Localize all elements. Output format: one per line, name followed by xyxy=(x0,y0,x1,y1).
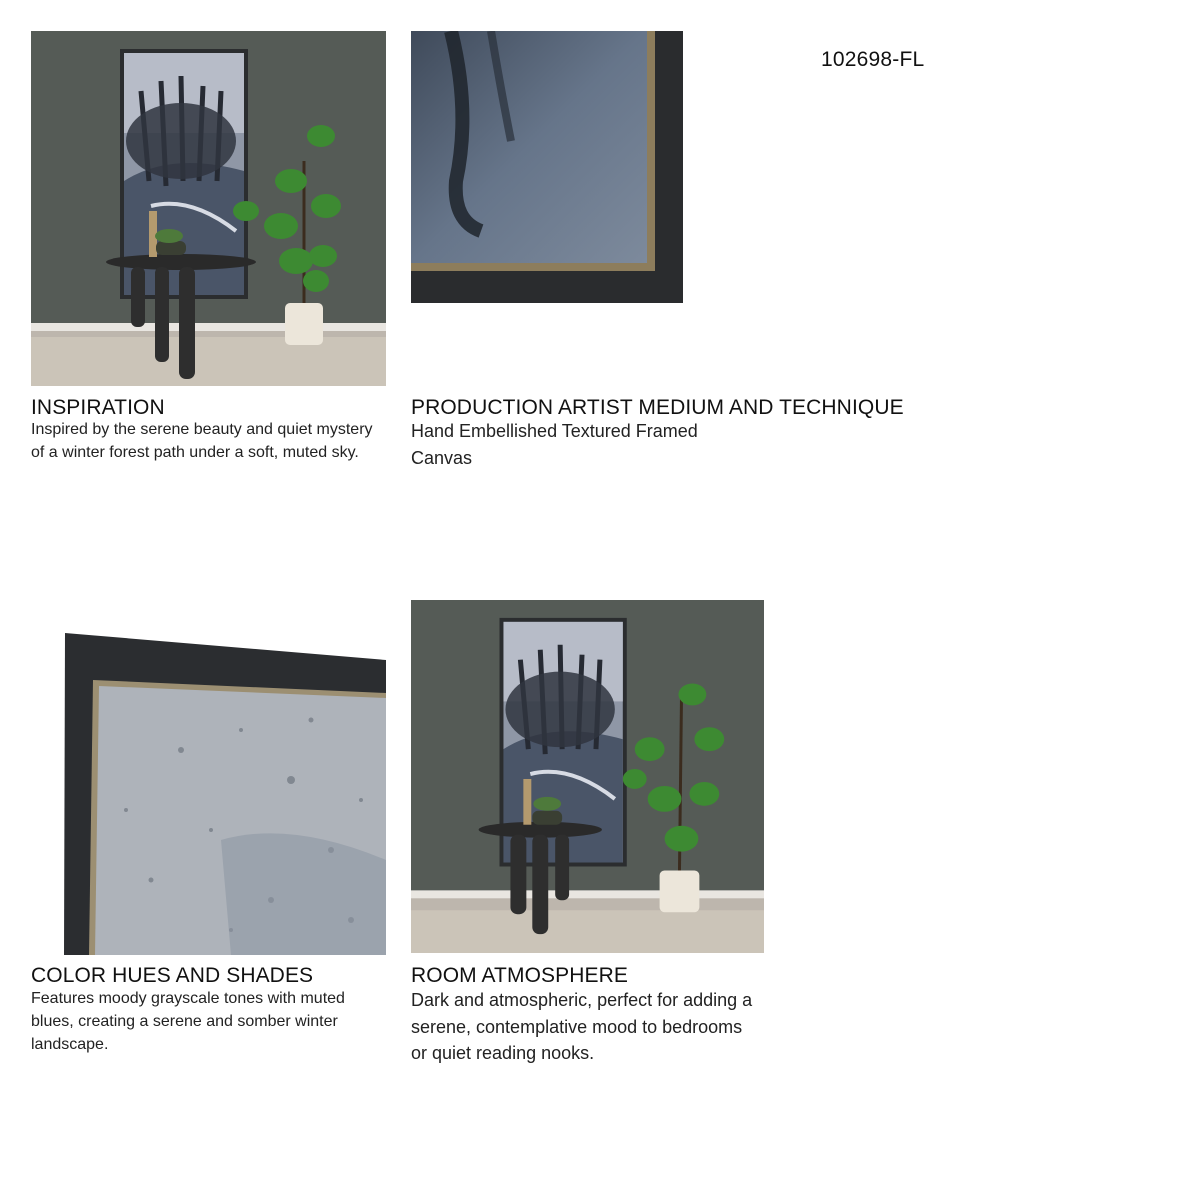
atmosphere-heading: ROOM ATMOSPHERE xyxy=(411,964,628,987)
color-texture-closeup-image xyxy=(31,600,386,955)
color-body: Features moody grayscale tones with muted blues, creating a serene and somber winter landscape. xyxy=(31,990,345,1053)
atmosphere-room-image xyxy=(411,600,764,953)
medium-body: Hand Embellished Textured Framed Canvas xyxy=(411,421,698,468)
medium-frame-closeup-image xyxy=(411,31,683,303)
product-sku: 102698-FL xyxy=(821,48,925,71)
room-scene-illustration xyxy=(411,600,764,953)
atmosphere-body: Dark and atmospheric, perfect for adding a serene, contemplative mood to bedrooms or quiet reading nooks. xyxy=(411,990,753,1063)
color-heading: COLOR HUES AND SHADES xyxy=(31,964,314,987)
medium-heading: PRODUCTION ARTIST MEDIUM AND TECHNIQUE xyxy=(411,396,904,419)
inspiration-body: Inspired by the serene beauty and quiet mystery of a winter forest path under a soft, muted sky. xyxy=(31,421,373,461)
inspiration-room-image xyxy=(31,31,386,386)
canvas-texture-illustration xyxy=(31,600,386,955)
frame-corner-illustration xyxy=(411,31,683,303)
room-scene-illustration xyxy=(31,31,386,386)
inspiration-heading: INSPIRATION xyxy=(31,396,165,419)
